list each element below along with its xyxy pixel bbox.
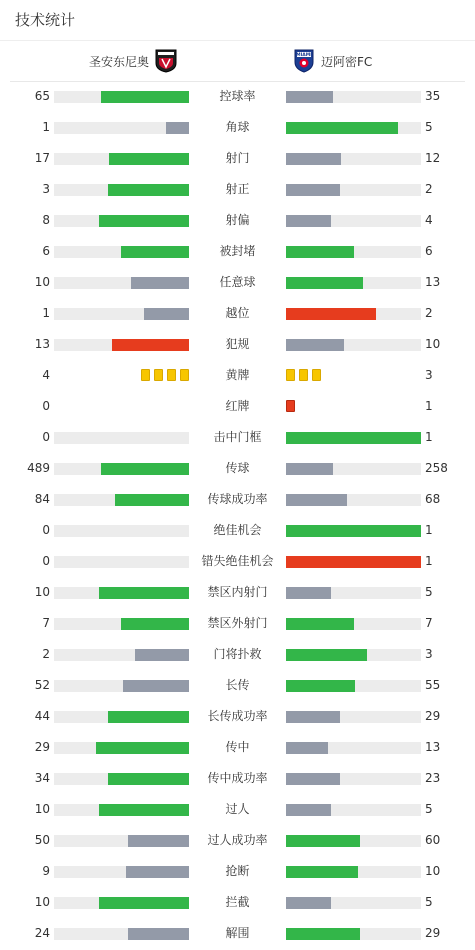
away-value: 10 <box>425 337 441 351</box>
stat-row <box>0 175 475 206</box>
home-bar-track <box>54 804 189 816</box>
home-value: 6 <box>42 244 50 258</box>
home-bar-track <box>54 432 189 444</box>
stat-row <box>0 299 475 330</box>
stat-label: 解围 <box>225 926 250 940</box>
home-value: 2 <box>42 647 50 661</box>
away-bar-track <box>286 184 421 196</box>
stat-label: 禁区外射门 <box>207 616 268 630</box>
stat-row <box>0 268 475 299</box>
away-bar-fill <box>286 184 340 196</box>
stat-label: 禁区内射门 <box>207 585 268 599</box>
stat-row <box>0 795 475 826</box>
stat-row <box>0 547 475 578</box>
home-value: 9 <box>42 864 50 878</box>
home-bar-track <box>54 246 189 258</box>
home-value: 10 <box>34 802 50 816</box>
home-bar-track <box>54 339 189 351</box>
away-bar-fill <box>286 215 331 227</box>
home-bar-fill <box>108 184 189 196</box>
page-title: 技术统计 <box>0 0 475 41</box>
away-bar-track <box>286 587 421 599</box>
stat-label: 过人 <box>225 802 250 816</box>
home-value: 34 <box>34 771 50 785</box>
stat-row <box>0 733 475 764</box>
away-bar-track <box>286 928 421 940</box>
stat-label: 红牌 <box>225 399 250 413</box>
home-bar-fill <box>135 649 189 661</box>
home-bar-track <box>54 277 189 289</box>
stat-row <box>0 361 475 392</box>
stat-row <box>0 330 475 361</box>
away-value: 68 <box>425 492 441 506</box>
away-bar-fill <box>286 339 344 351</box>
red-card-icon <box>286 400 295 412</box>
home-bar-fill <box>112 339 189 351</box>
away-bar-fill <box>286 928 360 940</box>
away-bar-track <box>286 525 421 537</box>
away-team-name: 迈阿密FC <box>321 54 373 69</box>
away-value: 1 <box>425 399 433 413</box>
away-value: 13 <box>425 275 441 289</box>
stat-label: 抢断 <box>225 864 250 878</box>
yellow-card-icon <box>180 369 189 381</box>
away-bar-fill <box>286 742 328 754</box>
home-value: 0 <box>42 399 50 413</box>
stat-row <box>0 671 475 702</box>
home-bar-fill <box>128 835 189 847</box>
home-value: 4 <box>42 368 50 382</box>
stat-label: 犯规 <box>225 337 250 351</box>
stat-row <box>0 640 475 671</box>
teams-header <box>10 41 465 82</box>
away-value: 60 <box>425 833 441 847</box>
home-value: 17 <box>34 151 50 165</box>
away-value: 4 <box>425 213 433 227</box>
away-value: 1 <box>425 554 433 568</box>
away-value: 258 <box>425 461 448 475</box>
home-value: 7 <box>42 616 50 630</box>
home-bar-track <box>54 494 189 506</box>
away-bar-fill <box>286 308 376 320</box>
home-value: 29 <box>34 740 50 754</box>
away-bar-fill <box>286 277 363 289</box>
home-value: 10 <box>34 895 50 909</box>
home-bar-fill <box>99 804 189 816</box>
away-value: 29 <box>425 709 441 723</box>
away-bar-track <box>286 91 421 103</box>
home-value: 0 <box>42 523 50 537</box>
away-bar-fill <box>286 804 331 816</box>
stat-label: 过人成功率 <box>207 833 268 847</box>
stat-row <box>0 702 475 733</box>
away-team[interactable] <box>293 41 372 81</box>
miami-fc-crest-icon <box>293 49 315 73</box>
stat-label: 错失绝佳机会 <box>201 554 274 568</box>
away-bar-track <box>286 432 421 444</box>
away-bar-fill <box>286 897 331 909</box>
away-bar-track <box>286 277 421 289</box>
home-bar-track <box>54 835 189 847</box>
home-bar-track <box>54 215 189 227</box>
away-bar-fill <box>286 525 421 537</box>
home-bar-track <box>54 556 189 568</box>
away-bar-fill <box>286 91 333 103</box>
home-bar-fill <box>108 711 189 723</box>
home-team[interactable] <box>89 41 177 81</box>
away-value: 3 <box>425 647 433 661</box>
away-bar-track <box>286 463 421 475</box>
away-bar-fill <box>286 246 354 258</box>
home-bar-fill <box>99 215 189 227</box>
away-bar-fill <box>286 494 347 506</box>
away-bar-track <box>286 649 421 661</box>
stat-row <box>0 82 475 113</box>
home-bar-track <box>54 91 189 103</box>
away-bar-track <box>286 804 421 816</box>
home-bar-track <box>54 866 189 878</box>
away-bar-track <box>286 339 421 351</box>
home-bar-track <box>54 897 189 909</box>
stat-label: 长传成功率 <box>207 709 268 723</box>
home-value: 65 <box>34 89 50 103</box>
home-bar-fill <box>166 122 189 134</box>
home-value: 44 <box>34 709 50 723</box>
stat-label: 传球成功率 <box>207 492 268 506</box>
stat-label: 绝佳机会 <box>213 523 262 537</box>
stat-label: 黄牌 <box>225 368 250 382</box>
yellow-card-icon <box>154 369 163 381</box>
stat-row <box>0 113 475 144</box>
home-bar-fill <box>121 618 189 630</box>
stat-row <box>0 857 475 888</box>
stat-row <box>0 516 475 547</box>
away-bar-fill <box>286 618 354 630</box>
home-value: 52 <box>34 678 50 692</box>
stat-label: 射门 <box>225 151 250 165</box>
stat-row <box>0 392 475 423</box>
away-value: 13 <box>425 740 441 754</box>
away-bar-fill <box>286 122 398 134</box>
stat-label: 长传 <box>225 678 250 692</box>
away-value: 2 <box>425 182 433 196</box>
san-antonio-crest-icon <box>155 49 177 73</box>
home-bar-track <box>54 680 189 692</box>
away-bar-track <box>286 866 421 878</box>
away-value: 5 <box>425 802 433 816</box>
home-bar-track <box>54 463 189 475</box>
home-value: 24 <box>34 926 50 940</box>
away-bar-track <box>286 153 421 165</box>
stat-row <box>0 764 475 795</box>
away-value: 5 <box>425 120 433 134</box>
home-bar-track <box>54 184 189 196</box>
away-bar-track <box>286 742 421 754</box>
away-value: 10 <box>425 864 441 878</box>
away-bar-fill <box>286 773 340 785</box>
stat-label: 越位 <box>225 306 250 320</box>
away-value: 1 <box>425 430 433 444</box>
away-bar-track <box>286 618 421 630</box>
away-bar-fill <box>286 463 333 475</box>
away-cards <box>286 400 295 414</box>
home-bar-track <box>54 928 189 940</box>
yellow-card-icon <box>167 369 176 381</box>
away-value: 5 <box>425 585 433 599</box>
home-bar-fill <box>144 308 189 320</box>
stats-list <box>0 82 475 950</box>
away-bar-fill <box>286 866 358 878</box>
away-bar-track <box>286 122 421 134</box>
stat-label: 射偏 <box>225 213 250 227</box>
yellow-card-icon <box>141 369 150 381</box>
home-value: 1 <box>42 306 50 320</box>
away-bar-fill <box>286 835 360 847</box>
home-bar-fill <box>128 928 189 940</box>
stat-label: 被封堵 <box>219 244 256 258</box>
away-bar-fill <box>286 432 421 444</box>
stat-label: 角球 <box>225 120 250 134</box>
away-bar-track <box>286 773 421 785</box>
home-value: 10 <box>34 275 50 289</box>
away-bar-track <box>286 215 421 227</box>
away-bar-fill <box>286 680 355 692</box>
stat-row <box>0 423 475 454</box>
stat-label: 传球 <box>225 461 250 475</box>
stat-row <box>0 485 475 516</box>
away-bar-track <box>286 680 421 692</box>
away-value: 6 <box>425 244 433 258</box>
stat-row <box>0 144 475 175</box>
home-bar-fill <box>121 246 189 258</box>
home-bar-track <box>54 308 189 320</box>
yellow-card-icon <box>286 369 295 381</box>
home-bar-fill <box>99 587 189 599</box>
yellow-card-icon <box>299 369 308 381</box>
home-value: 489 <box>27 461 50 475</box>
home-bar-fill <box>115 494 189 506</box>
away-value: 12 <box>425 151 441 165</box>
home-bar-track <box>54 649 189 661</box>
away-cards <box>286 369 321 383</box>
stat-row <box>0 454 475 485</box>
home-bar-fill <box>108 773 189 785</box>
away-value: 23 <box>425 771 441 785</box>
home-value: 1 <box>42 120 50 134</box>
home-bar-track <box>54 587 189 599</box>
stat-row <box>0 919 475 950</box>
stat-label: 拦截 <box>225 895 250 909</box>
home-value: 3 <box>42 182 50 196</box>
away-bar-track <box>286 897 421 909</box>
stat-row <box>0 888 475 919</box>
svg-text:MIAMI: MIAMI <box>296 53 312 59</box>
home-cards <box>141 369 189 383</box>
away-value: 3 <box>425 368 433 382</box>
away-bar-track <box>286 308 421 320</box>
home-team-name: 圣安东尼奥 <box>88 54 149 69</box>
away-bar-fill <box>286 587 331 599</box>
home-bar-track <box>54 742 189 754</box>
stat-row <box>0 609 475 640</box>
home-bar-fill <box>101 91 189 103</box>
away-bar-track <box>286 711 421 723</box>
home-bar-track <box>54 153 189 165</box>
home-bar-fill <box>123 680 189 692</box>
home-bar-track <box>54 711 189 723</box>
home-bar-fill <box>101 463 189 475</box>
home-value: 0 <box>42 430 50 444</box>
away-bar-fill <box>286 556 421 568</box>
yellow-card-icon <box>312 369 321 381</box>
home-bar-fill <box>126 866 189 878</box>
stat-label: 传中成功率 <box>207 771 268 785</box>
away-value: 5 <box>425 895 433 909</box>
away-bar-track <box>286 835 421 847</box>
away-bar-track <box>286 246 421 258</box>
stat-label: 门将扑救 <box>213 647 262 661</box>
away-value: 1 <box>425 523 433 537</box>
away-bar-track <box>286 556 421 568</box>
away-value: 29 <box>425 926 441 940</box>
home-bar-fill <box>131 277 189 289</box>
away-value: 2 <box>425 306 433 320</box>
home-bar-track <box>54 618 189 630</box>
home-bar-fill <box>99 897 189 909</box>
away-value: 55 <box>425 678 441 692</box>
away-bar-track <box>286 494 421 506</box>
home-bar-track <box>54 122 189 134</box>
stat-row <box>0 826 475 857</box>
stat-label: 射正 <box>225 182 250 196</box>
home-bar-track <box>54 525 189 537</box>
stat-label: 传中 <box>225 740 250 754</box>
stat-label: 控球率 <box>219 89 256 103</box>
home-value: 10 <box>34 585 50 599</box>
home-bar-track <box>54 773 189 785</box>
stat-row <box>0 237 475 268</box>
away-value: 35 <box>425 89 441 103</box>
away-bar-fill <box>286 649 367 661</box>
stat-label: 任意球 <box>219 275 256 289</box>
home-bar-fill <box>96 742 189 754</box>
away-bar-fill <box>286 153 341 165</box>
home-value: 8 <box>42 213 50 227</box>
stat-row <box>0 206 475 237</box>
stat-label: 击中门框 <box>213 430 262 444</box>
home-value: 0 <box>42 554 50 568</box>
home-value: 50 <box>34 833 50 847</box>
stat-row <box>0 578 475 609</box>
away-bar-fill <box>286 711 340 723</box>
home-value: 84 <box>34 492 50 506</box>
home-bar-fill <box>109 153 189 165</box>
home-value: 13 <box>34 337 50 351</box>
away-value: 7 <box>425 616 433 630</box>
